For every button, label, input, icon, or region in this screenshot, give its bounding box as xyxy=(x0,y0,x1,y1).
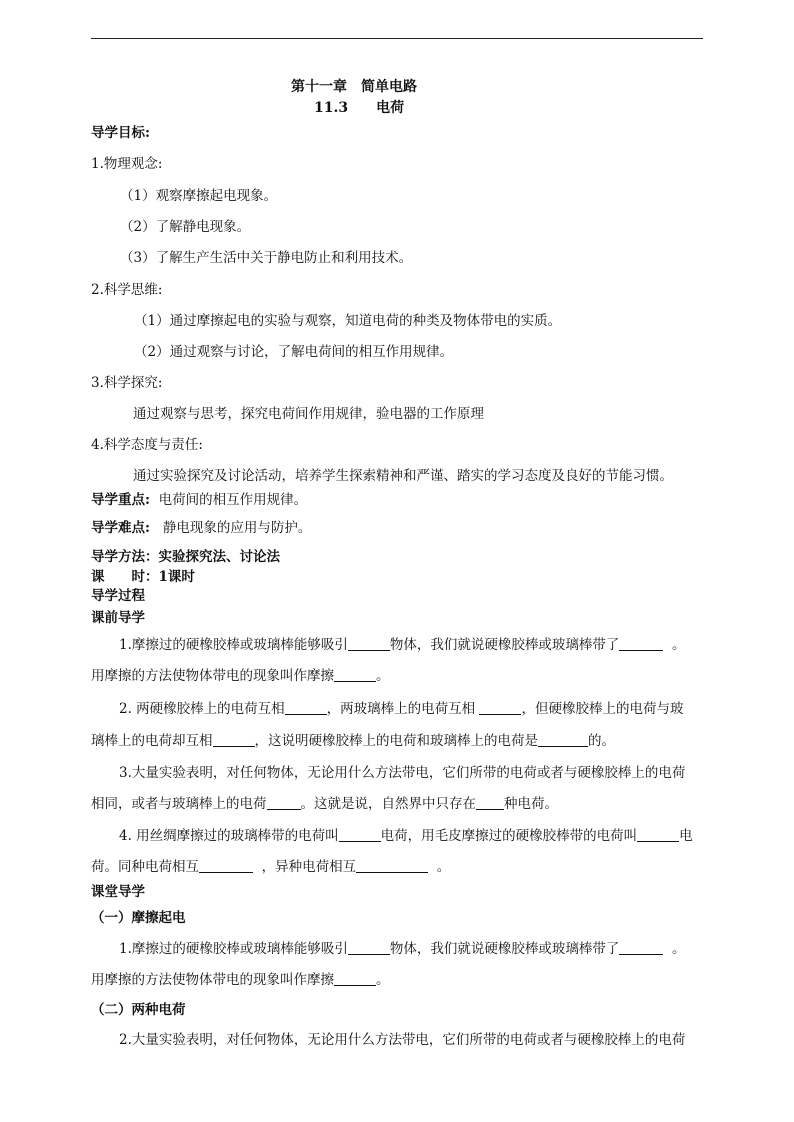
blank xyxy=(619,637,663,651)
blank xyxy=(213,733,255,747)
blank xyxy=(637,828,679,842)
q3-text-b: 相同，或者与玻璃棒上的电荷 xyxy=(91,796,267,812)
blank xyxy=(479,701,521,715)
goals-heading: 导学目标: xyxy=(91,125,150,141)
q1-text-e: 。 xyxy=(376,668,390,684)
q3-text-c: 。这就是说，自然界中只存在 xyxy=(300,796,476,812)
blank xyxy=(199,859,253,873)
header-rule xyxy=(91,38,703,39)
difficulty xyxy=(91,519,311,537)
pre-q4-line1 xyxy=(119,827,693,845)
goal-2b: （2）通过观察与讨论，了解电荷间的相互作用规律。 xyxy=(134,344,454,360)
q3-text-d: 种电荷。 xyxy=(504,796,558,812)
pre-q2-line2 xyxy=(91,732,615,750)
difficulty-text: 静电现象的应用与防护。 xyxy=(162,520,312,536)
pre-q4-line2 xyxy=(91,858,450,876)
blank xyxy=(267,796,301,810)
goal-1b: （2）了解静电现象。 xyxy=(120,219,251,235)
q1-text-c: 。 xyxy=(671,637,686,653)
key-point-label: 导学重点: xyxy=(91,492,150,508)
blank xyxy=(476,796,504,810)
pre-q3-line2 xyxy=(91,795,558,813)
q2-text-b: ，两玻璃棒上的电荷互相 xyxy=(326,701,480,717)
q2-text-e: ，这说明硬橡胶棒上的电荷和玻璃棒上的电荷是 xyxy=(254,733,538,749)
q4-text-c: 电 xyxy=(679,828,693,844)
key-point xyxy=(91,491,307,509)
section-2-heading: （二）两种电荷 xyxy=(91,1002,186,1018)
goal-3: 3.科学探究: xyxy=(91,375,163,391)
process-heading: 导学过程 xyxy=(91,588,145,604)
blank xyxy=(356,859,428,873)
goal-1a: （1）观察摩擦起电现象。 xyxy=(120,188,278,204)
goal-4: 4.科学态度与责任: xyxy=(91,437,203,453)
pre-class-heading: 课前导学 xyxy=(91,610,145,626)
goal-1c: （3）了解生产生活中关于静电防止和利用技术。 xyxy=(120,250,413,266)
goal-2: 2.科学思维: xyxy=(91,282,163,298)
q2-text-f: 的。 xyxy=(588,733,615,749)
c1-text-a: 1.摩擦过的硬橡胶棒或玻璃棒能够吸引 xyxy=(119,941,348,957)
blank xyxy=(348,637,390,651)
pre-q2-line1 xyxy=(119,700,683,718)
blank xyxy=(334,972,376,986)
method: 导学方法：实验探究法、讨论法 xyxy=(91,549,280,565)
q1-text-b: 物体，我们就说硬橡胶棒或玻璃棒带了 xyxy=(389,637,620,653)
section-title: 11.3 电荷 xyxy=(314,100,405,116)
q1-text-a: 1.摩擦过的硬橡胶棒或玻璃棒能够吸引 xyxy=(119,637,348,653)
difficulty-label: 导学难点: xyxy=(91,520,150,536)
q4-text-f: 。 xyxy=(436,859,451,875)
goal-4a: 通过实验探究及讨论活动，培养学生探索精神和严谨、踏实的学习态度及良好的节能习惯。 xyxy=(133,468,673,484)
c2-text-a: 2.大量实验表明，对任何物体，无论用什么方法带电，它们所带的电荷或者与硬橡胶棒上的电荷 xyxy=(119,1032,686,1048)
blank xyxy=(538,733,588,747)
q1-text-d: 用摩擦的方法使物体带电的现象叫作摩擦 xyxy=(91,668,334,684)
q2-text-d: 璃棒上的电荷却互相 xyxy=(91,733,213,749)
goal-3a: 通过观察与思考，探究电荷间作用规律，验电器的工作原理 xyxy=(133,406,484,422)
pre-q1-line1 xyxy=(119,636,685,654)
q4-text-a: 4. 用丝绸摩擦过的玻璃棒带的电荷叫 xyxy=(119,828,339,844)
goal-1: 1.物理观念: xyxy=(91,156,163,172)
q2-text-c: ，但硬橡胶棒上的电荷与玻 xyxy=(521,701,684,717)
c1-text-c: 。 xyxy=(671,941,686,957)
blank xyxy=(334,668,376,682)
key-point-text: 电荷间的相互作用规律。 xyxy=(158,492,308,508)
blank xyxy=(339,828,381,842)
blank xyxy=(619,941,663,955)
goal-2a: （1）通过摩擦起电的实验与观察，知道电荷的种类及物体带电的实质。 xyxy=(134,313,562,329)
in-class-heading: 课堂导学 xyxy=(91,884,145,900)
c1-text-d: 用摩擦的方法使物体带电的现象叫作摩擦 xyxy=(91,972,334,988)
q3-text-a: 3.大量实验表明，对任何物体，无论用什么方法带电，它们所带的电荷或者与硬橡胶棒上的电荷 xyxy=(119,765,686,781)
q4-text-b: 电荷，用毛皮摩擦过的硬橡胶棒带的电荷叫 xyxy=(380,828,638,844)
c1-text-b: 物体，我们就说硬橡胶棒或玻璃棒带了 xyxy=(389,941,620,957)
q2-text-a: 2. 两硬橡胶棒上的电荷互相 xyxy=(119,701,285,717)
class-q1-line1 xyxy=(119,940,685,958)
pre-q1-line2 xyxy=(91,667,390,685)
class-q2-line1 xyxy=(119,1031,685,1049)
class-q1-line2 xyxy=(91,971,390,989)
period: 课 时：1课时 xyxy=(91,569,195,585)
q4-text-e: ，异种电荷相互 xyxy=(261,859,357,875)
c1-text-e: 。 xyxy=(376,972,390,988)
q4-text-d: 荷。同种电荷相互 xyxy=(91,859,199,875)
pre-q3-line1 xyxy=(119,764,685,782)
blank xyxy=(348,941,390,955)
chapter-title: 第十一章 简单电路 xyxy=(291,79,417,95)
section-1-heading: （一）摩擦起电 xyxy=(91,910,186,926)
blank xyxy=(285,701,327,715)
